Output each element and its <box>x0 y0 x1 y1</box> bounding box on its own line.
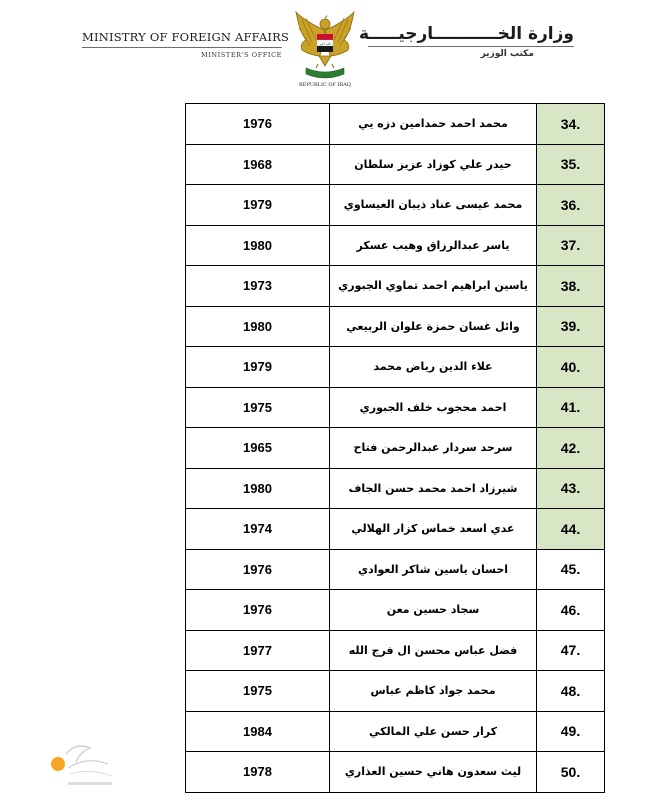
header-rule-en <box>82 47 282 48</box>
person-name-cell: محمد عيسى عناد ذيبان العيساوي <box>330 185 537 226</box>
birth-year-cell: 1968 <box>186 144 330 185</box>
table-row <box>186 144 605 185</box>
svg-text:الله اكبر: الله اكبر <box>319 42 331 46</box>
person-name-cell: شيرزاد احمد محمد حسن الجاف <box>330 468 537 509</box>
table-row <box>186 630 605 671</box>
birth-year-cell: 1984 <box>186 711 330 752</box>
ministry-name-ar: وزارة الخـــــــــــارجيـــــة <box>358 24 574 44</box>
names-table <box>185 103 605 793</box>
row-number-cell: 47. <box>537 630 605 671</box>
table-row <box>186 104 605 145</box>
ministry-name-en: MINISTRY OF FOREIGN AFFAIRS <box>82 30 290 44</box>
person-name-cell: محمد جواد كاظم عباس <box>330 671 537 712</box>
person-name-cell: احمد محجوب خلف الجبوري <box>330 387 537 428</box>
office-name-en: MINISTER'S OFFICE <box>200 51 282 59</box>
row-number-cell: 42. <box>537 428 605 469</box>
birth-year-cell: 1975 <box>186 671 330 712</box>
person-name-cell: حيدر علي كوزاد عزيز سلطان <box>330 144 537 185</box>
person-name-cell: ليث سعدون هاني حسين العذاري <box>330 752 537 793</box>
birth-year-cell: 1976 <box>186 549 330 590</box>
birth-year-cell: 1976 <box>186 590 330 631</box>
row-number-cell: 38. <box>537 266 605 307</box>
letterhead <box>0 0 657 100</box>
person-name-cell: وائل غسان حمزة علوان الربيعي <box>330 306 537 347</box>
person-name-cell: فضل عباس محسن ال فرج الله <box>330 630 537 671</box>
table-row <box>186 306 605 347</box>
row-number-cell: 34. <box>537 104 605 145</box>
row-number-cell: 35. <box>537 144 605 185</box>
person-name-cell: ياسر عبدالرزاق وهيب عسكر <box>330 225 537 266</box>
person-name-cell: ياسين ابراهيم احمد تماوي الجبوري <box>330 266 537 307</box>
table-row <box>186 752 605 793</box>
row-number-cell: 43. <box>537 468 605 509</box>
table-row <box>186 468 605 509</box>
row-number-cell: 37. <box>537 225 605 266</box>
birth-year-cell: 1974 <box>186 509 330 550</box>
table-row <box>186 549 605 590</box>
row-number-cell: 48. <box>537 671 605 712</box>
person-name-cell: سجاد حسين معن <box>330 590 537 631</box>
row-number-cell: 46. <box>537 590 605 631</box>
table-row <box>186 509 605 550</box>
birth-year-cell: 1980 <box>186 225 330 266</box>
person-name-cell: كرار حسن علي المالكي <box>330 711 537 752</box>
names-table-body <box>186 104 605 793</box>
birth-year-cell: 1980 <box>186 306 330 347</box>
person-name-cell: سرحد سردار عبدالرحمن فتاح <box>330 428 537 469</box>
decorative-watermark-icon <box>46 738 126 798</box>
birth-year-cell: 1979 <box>186 185 330 226</box>
table-row <box>186 347 605 388</box>
table-row <box>186 428 605 469</box>
person-name-cell: عدي اسعد خماس كزار الهلالي <box>330 509 537 550</box>
emblem-caption: REPUBLIC OF IRAQ <box>299 82 351 88</box>
person-name-cell: احسان ياسين شاكر العوادي <box>330 549 537 590</box>
english-heading <box>82 30 290 59</box>
row-number-cell: 36. <box>537 185 605 226</box>
row-number-cell: 41. <box>537 387 605 428</box>
birth-year-cell: 1973 <box>186 266 330 307</box>
birth-year-cell: 1980 <box>186 468 330 509</box>
arabic-heading <box>358 24 574 59</box>
birth-year-cell: 1975 <box>186 387 330 428</box>
person-name-cell: علاء الدين رياض محمد <box>330 347 537 388</box>
birth-year-cell: 1978 <box>186 752 330 793</box>
birth-year-cell: 1979 <box>186 347 330 388</box>
table-row <box>186 266 605 307</box>
row-number-cell: 39. <box>537 306 605 347</box>
table-row <box>186 671 605 712</box>
row-number-cell: 50. <box>537 752 605 793</box>
birth-year-cell: 1976 <box>186 104 330 145</box>
table-row <box>186 387 605 428</box>
table-row <box>186 185 605 226</box>
birth-year-cell: 1977 <box>186 630 330 671</box>
row-number-cell: 45. <box>537 549 605 590</box>
person-name-cell: محمد احمد حمدامين دزه يي <box>330 104 537 145</box>
header-rule-ar <box>368 46 574 47</box>
row-number-cell: 44. <box>537 509 605 550</box>
birth-year-cell: 1965 <box>186 428 330 469</box>
office-name-ar: مكتب الوزير <box>480 49 534 59</box>
row-number-cell: 49. <box>537 711 605 752</box>
row-number-cell: 40. <box>537 347 605 388</box>
table-row <box>186 711 605 752</box>
table-row <box>186 590 605 631</box>
table-row <box>186 225 605 266</box>
